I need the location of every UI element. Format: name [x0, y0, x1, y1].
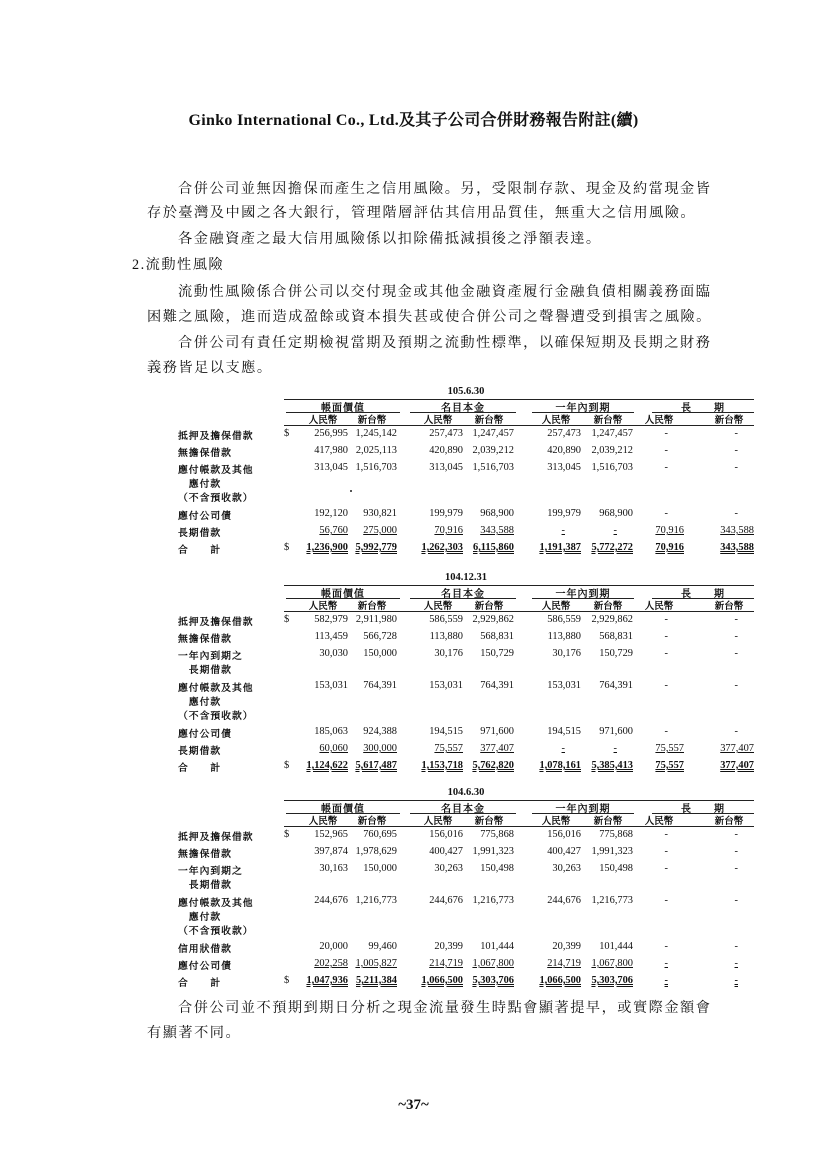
- table-row: [178, 680, 754, 722]
- currency-subheader: 新台幣: [714, 602, 744, 612]
- table-cell: -: [664, 941, 668, 952]
- table-cell: -: [734, 428, 738, 439]
- table-cell: 2,039,212: [472, 445, 514, 456]
- table-cell: 194,515: [547, 726, 581, 737]
- table-cell: 377,407: [480, 743, 514, 754]
- table-cell: -: [664, 508, 668, 519]
- table-cell: -: [734, 445, 738, 456]
- table-cell: 397,874: [314, 846, 348, 857]
- table-cell: 568,831: [599, 631, 633, 642]
- currency-subheader: 新台幣: [357, 817, 387, 827]
- currency-subheader: 人民幣: [644, 817, 674, 827]
- dollar-sign: $: [284, 760, 290, 771]
- table-row: [178, 726, 754, 742]
- table-cell: 30,176: [552, 648, 581, 659]
- row-label: （不含預收款）: [178, 926, 254, 937]
- table-cell: 113,880: [547, 631, 581, 642]
- table-cell: 1,262,303: [421, 542, 463, 553]
- subheader-rule: [284, 611, 754, 612]
- table-cell: 185,063: [314, 726, 348, 737]
- currency-subheader: 人民幣: [308, 817, 338, 827]
- dollar-sign: $: [284, 542, 290, 553]
- table-cell: 56,760: [319, 525, 348, 536]
- currency-subheader: 人民幣: [423, 602, 453, 612]
- row-label: 應付公司債: [178, 729, 232, 740]
- table-cell: -: [734, 462, 738, 473]
- table-cell: 968,900: [599, 508, 633, 519]
- table-row: [178, 648, 754, 676]
- table-row: [178, 895, 754, 937]
- table-cell: 968,900: [480, 508, 514, 519]
- table-cell: 582,979: [314, 614, 348, 625]
- table-cell: 1,066,500: [421, 975, 463, 986]
- table-cell: 2,929,862: [591, 614, 633, 625]
- row-label: 抵押及擔保借款: [178, 832, 254, 843]
- currency-subheader: 新台幣: [474, 416, 504, 426]
- column-group-header: 名目本金: [441, 403, 485, 414]
- table-cell: 150,729: [599, 648, 633, 659]
- table-cell: 153,031: [429, 680, 463, 691]
- table-cell: 377,407: [720, 760, 754, 771]
- currency-subheader: 人民幣: [541, 602, 571, 612]
- table-row: [178, 958, 754, 974]
- table-cell: -: [664, 895, 668, 906]
- table-cell: -: [664, 846, 668, 857]
- currency-subheader: 新台幣: [593, 817, 623, 827]
- table-cell: 30,163: [319, 863, 348, 874]
- table-cell: -: [664, 829, 668, 840]
- paragraph-line: 流動性風險係合併公司以交付現金或其他金融資產履行金融負債相關義務面臨: [178, 284, 712, 300]
- table-cell: 1,066,500: [539, 975, 581, 986]
- table-row: [178, 863, 754, 891]
- table-cell: 1,078,161: [539, 760, 581, 771]
- table-row: [178, 542, 754, 558]
- table-cell: -: [734, 726, 738, 737]
- table-row: [178, 941, 754, 957]
- liquidity-table: [178, 787, 754, 987]
- row-label: 長期借款: [178, 746, 222, 757]
- table-cell: 1,516,703: [591, 462, 633, 473]
- table-cell: 60,060: [319, 743, 348, 754]
- table-row: [178, 428, 754, 444]
- table-cell: 20,399: [552, 941, 581, 952]
- table-cell: 5,303,706: [472, 975, 514, 986]
- table-cell: 1,124,622: [306, 760, 348, 771]
- table-cell: 1,216,773: [355, 895, 397, 906]
- paragraph-line: 合併公司並無因擔保而產生之信用風險。另，受限制存款、現金及約當現金皆: [178, 181, 712, 197]
- table-cell: 1,247,457: [472, 428, 514, 439]
- table-cell: -: [734, 829, 738, 840]
- row-label: 應付公司債: [178, 961, 232, 972]
- table-cell: -: [734, 614, 738, 625]
- table-cell: 1,991,323: [472, 846, 514, 857]
- table-cell: 150,498: [480, 863, 514, 874]
- table-cell: 971,600: [480, 726, 514, 737]
- table-cell: 1,216,773: [472, 895, 514, 906]
- table-cell: 2,039,212: [591, 445, 633, 456]
- table-cell: 400,427: [547, 846, 581, 857]
- table-cell: 1,991,323: [591, 846, 633, 857]
- table-row: [178, 445, 754, 461]
- table-cell: 199,979: [429, 508, 463, 519]
- table-cell: 153,031: [314, 680, 348, 691]
- table-cell: 5,762,820: [472, 760, 514, 771]
- table-date: 105.6.30: [447, 386, 485, 397]
- currency-subheader: 新台幣: [474, 817, 504, 827]
- currency-subheader: 新台幣: [593, 602, 623, 612]
- table-date: 104.12.31: [445, 572, 487, 583]
- table-cell: -: [734, 958, 738, 969]
- currency-subheader: 人民幣: [423, 817, 453, 827]
- table-cell: 760,695: [363, 829, 397, 840]
- row-label: 應付款: [178, 479, 222, 490]
- row-label: 無擔保借款: [178, 448, 232, 459]
- paragraph-line: 困難之風險，進而造成盈餘或資本損失甚或使合併公司之聲譽遭受到損害之風險。: [147, 309, 712, 325]
- table-cell: 5,211,384: [356, 975, 397, 986]
- table-cell: -: [613, 743, 617, 754]
- table-cell: 586,559: [547, 614, 581, 625]
- table-cell: 244,676: [314, 895, 348, 906]
- table-cell: 764,391: [363, 680, 397, 691]
- table-cell: -: [734, 631, 738, 642]
- table-cell: 2,929,862: [472, 614, 514, 625]
- table-cell: 150,729: [480, 648, 514, 659]
- row-label: （不含預收款）: [178, 493, 254, 504]
- table-cell: 30,176: [434, 648, 463, 659]
- currency-subheader: 人民幣: [644, 416, 674, 426]
- table-cell: 20,399: [434, 941, 463, 952]
- paragraph-line: 存於臺灣及中國之各大銀行，管理階層評估其信用品質佳，無重大之信用風險。: [147, 205, 697, 221]
- table-cell: 199,979: [547, 508, 581, 519]
- currency-subheader: 新台幣: [357, 416, 387, 426]
- table-cell: -: [664, 958, 668, 969]
- table-row: [178, 829, 754, 845]
- table-cell: 930,821: [363, 508, 397, 519]
- section-heading: 2.流動性風險: [132, 257, 225, 273]
- table-row: [178, 462, 754, 504]
- table-cell: 192,120: [314, 508, 348, 519]
- row-label: 抵押及擔保借款: [178, 431, 254, 442]
- table-cell: -: [664, 726, 668, 737]
- table-cell: 153,031: [547, 680, 581, 691]
- table-row: [178, 846, 754, 862]
- dollar-sign: $: [284, 428, 290, 439]
- column-group-header: 名目本金: [441, 804, 485, 815]
- table-cell: 75,557: [655, 760, 684, 771]
- column-group-header: 帳面價值: [321, 589, 365, 600]
- table-cell: -: [734, 941, 738, 952]
- row-label: 長期借款: [178, 528, 222, 539]
- table-cell: -: [734, 863, 738, 874]
- currency-subheader: 新台幣: [714, 817, 744, 827]
- row-label: 應付帳款及其他: [178, 898, 254, 909]
- closing-line: 合併公司並不預期到期日分析之現金流量發生時點會顯著提早，或實際金額會: [178, 1000, 712, 1016]
- currency-subheader: 新台幣: [357, 602, 387, 612]
- row-label: 應付款: [178, 912, 222, 923]
- currency-subheader: 新台幣: [593, 416, 623, 426]
- table-cell: 2,911,980: [355, 614, 397, 625]
- row-label: 應付款: [178, 697, 222, 708]
- table-cell: -: [734, 508, 738, 519]
- table-cell: 152,965: [314, 829, 348, 840]
- table-cell: 275,000: [363, 525, 397, 536]
- table-cell: 586,559: [429, 614, 463, 625]
- table-cell: 30,263: [434, 863, 463, 874]
- table-cell: 113,880: [429, 631, 463, 642]
- table-cell: -: [561, 525, 565, 536]
- table-row: [178, 975, 754, 991]
- table-cell: 924,388: [363, 726, 397, 737]
- currency-subheader: 新台幣: [474, 602, 504, 612]
- table-cell: 70,916: [655, 542, 684, 553]
- table-cell: 764,391: [480, 680, 514, 691]
- table-cell: 377,407: [720, 743, 754, 754]
- table-cell: 1,216,773: [591, 895, 633, 906]
- table-cell: 101,444: [599, 941, 633, 952]
- table-cell: 194,515: [429, 726, 463, 737]
- column-group-header: 一年內到期: [555, 403, 611, 414]
- row-label: 無擔保借款: [178, 849, 232, 860]
- table-row: [178, 631, 754, 647]
- table-row: [178, 743, 754, 759]
- table-cell: 101,444: [480, 941, 514, 952]
- row-label: 信用狀借款: [178, 944, 232, 955]
- row-label: 長期借款: [178, 880, 232, 891]
- table-cell: 420,890: [429, 445, 463, 456]
- table-cell: -: [664, 680, 668, 691]
- row-label: 合 計: [178, 978, 222, 989]
- currency-subheader: 人民幣: [308, 416, 338, 426]
- row-label: 應付帳款及其他: [178, 465, 254, 476]
- table-cell: -: [664, 445, 668, 456]
- currency-subheader: 人民幣: [308, 602, 338, 612]
- table-cell: 1,153,718: [421, 760, 463, 771]
- table-cell: 150,000: [363, 863, 397, 874]
- table-cell: 30,030: [319, 648, 348, 659]
- table-cell: -: [664, 975, 668, 986]
- table-cell: -: [561, 743, 565, 754]
- liquidity-table: [178, 572, 754, 782]
- table-cell: 150,498: [599, 863, 633, 874]
- currency-subheader: 人民幣: [541, 416, 571, 426]
- table-cell: 202,258: [314, 958, 348, 969]
- table-cell: 417,980: [314, 445, 348, 456]
- column-group-header: 帳面價值: [321, 403, 365, 414]
- currency-subheader: 人民幣: [541, 817, 571, 827]
- row-label: 長期借款: [178, 665, 232, 676]
- table-cell: 313,045: [429, 462, 463, 473]
- table-cell: -: [664, 428, 668, 439]
- row-label: 無擔保借款: [178, 634, 232, 645]
- table-cell: -: [734, 648, 738, 659]
- table-cell: -: [734, 846, 738, 857]
- paragraph-line: 各金融資產之最大信用風險係以扣除備抵減損後之淨額表達。: [178, 231, 602, 247]
- row-label: （不含預收款）: [178, 711, 254, 722]
- table-cell: -: [613, 525, 617, 536]
- row-label: 抵押及擔保借款: [178, 617, 254, 628]
- currency-subheader: 人民幣: [644, 602, 674, 612]
- table-cell: 257,473: [429, 428, 463, 439]
- table-cell: 214,719: [429, 958, 463, 969]
- table-cell: 313,045: [314, 462, 348, 473]
- table-cell: 1,067,800: [472, 958, 514, 969]
- table-cell: 150,000: [363, 648, 397, 659]
- table-cell: 6,115,860: [473, 542, 514, 553]
- row-label: 一年內到期之: [178, 866, 243, 877]
- table-cell: 764,391: [599, 680, 633, 691]
- closing-line: 有顯著不同。: [147, 1025, 242, 1041]
- table-date: 104.6.30: [447, 787, 485, 798]
- column-group-header: 一年內到期: [555, 804, 611, 815]
- row-label: 應付公司債: [178, 511, 232, 522]
- currency-subheader: 新台幣: [714, 416, 744, 426]
- table-cell: 70,916: [655, 525, 684, 536]
- table-cell: 156,016: [547, 829, 581, 840]
- column-group-header: 名目本金: [441, 589, 485, 600]
- table-cell: 775,868: [599, 829, 633, 840]
- table-cell: 214,719: [547, 958, 581, 969]
- table-cell: 1,005,827: [355, 958, 397, 969]
- table-cell: 113,459: [314, 631, 348, 642]
- subheader-rule: [284, 826, 754, 827]
- table-cell: 1,236,900: [306, 542, 348, 553]
- table-cell: 1,247,457: [591, 428, 633, 439]
- subheader-rule: [284, 425, 754, 426]
- table-cell: 971,600: [599, 726, 633, 737]
- table-row: [178, 508, 754, 524]
- table-cell: 343,588: [720, 525, 754, 536]
- table-cell: -: [734, 975, 738, 986]
- table-cell: 566,728: [363, 631, 397, 642]
- table-row: [178, 525, 754, 541]
- table-cell: 70,916: [434, 525, 463, 536]
- scan-speck: [350, 490, 352, 492]
- column-group-header: 長 期: [681, 403, 725, 414]
- table-cell: 1,067,800: [591, 958, 633, 969]
- table-cell: 156,016: [429, 829, 463, 840]
- table-cell: 5,617,487: [355, 760, 397, 771]
- table-cell: 256,995: [314, 428, 348, 439]
- table-cell: -: [734, 895, 738, 906]
- table-cell: 5,303,706: [591, 975, 633, 986]
- table-cell: 5,992,779: [355, 542, 397, 553]
- column-group-header: 長 期: [681, 804, 725, 815]
- dollar-sign: $: [284, 614, 290, 625]
- currency-subheader: 人民幣: [423, 416, 453, 426]
- report-title: Ginko International Co., Ltd.及其子公司合併財務報告附註(續): [188, 112, 639, 129]
- table-cell: 5,385,413: [591, 760, 633, 771]
- column-group-header: 帳面價值: [321, 804, 365, 815]
- table-cell: 99,460: [368, 941, 397, 952]
- table-cell: -: [664, 462, 668, 473]
- table-cell: 1,978,629: [355, 846, 397, 857]
- table-cell: -: [664, 863, 668, 874]
- table-cell: -: [664, 648, 668, 659]
- liquidity-table: [178, 386, 754, 566]
- row-label: 合 計: [178, 763, 222, 774]
- table-cell: 343,588: [480, 525, 514, 536]
- table-cell: 75,557: [655, 743, 684, 754]
- table-row: [178, 614, 754, 630]
- table-cell: 75,557: [434, 743, 463, 754]
- table-cell: -: [664, 631, 668, 642]
- row-label: 應付帳款及其他: [178, 683, 254, 694]
- row-label: 一年內到期之: [178, 651, 243, 662]
- table-cell: 244,676: [429, 895, 463, 906]
- table-cell: 2,025,113: [355, 445, 397, 456]
- table-row: [178, 760, 754, 776]
- table-cell: 775,868: [480, 829, 514, 840]
- table-cell: -: [664, 614, 668, 625]
- table-cell: 1,245,142: [355, 428, 397, 439]
- table-cell: 343,588: [720, 542, 754, 553]
- column-group-header: 一年內到期: [555, 589, 611, 600]
- table-cell: 5,772,272: [591, 542, 633, 553]
- table-cell: 313,045: [547, 462, 581, 473]
- page-number: ~37~: [398, 1097, 429, 1113]
- dollar-sign: $: [284, 829, 290, 840]
- table-cell: 244,676: [547, 895, 581, 906]
- table-cell: 1,516,703: [355, 462, 397, 473]
- table-cell: 30,263: [552, 863, 581, 874]
- table-cell: 400,427: [429, 846, 463, 857]
- table-cell: 257,473: [547, 428, 581, 439]
- table-cell: 1,516,703: [472, 462, 514, 473]
- table-cell: 20,000: [319, 941, 348, 952]
- table-cell: 568,831: [480, 631, 514, 642]
- dollar-sign: $: [284, 975, 290, 986]
- table-cell: 300,000: [363, 743, 397, 754]
- paragraph-line: 合併公司有責任定期檢視當期及預期之流動性標準，以確保短期及長期之財務: [178, 335, 712, 351]
- table-cell: 420,890: [547, 445, 581, 456]
- table-cell: 1,047,936: [306, 975, 348, 986]
- column-group-header: 長 期: [681, 589, 725, 600]
- row-label: 合 計: [178, 545, 222, 556]
- paragraph-line: 義務皆足以支應。: [147, 360, 273, 376]
- table-cell: 1,191,387: [539, 542, 581, 553]
- table-cell: -: [734, 680, 738, 691]
